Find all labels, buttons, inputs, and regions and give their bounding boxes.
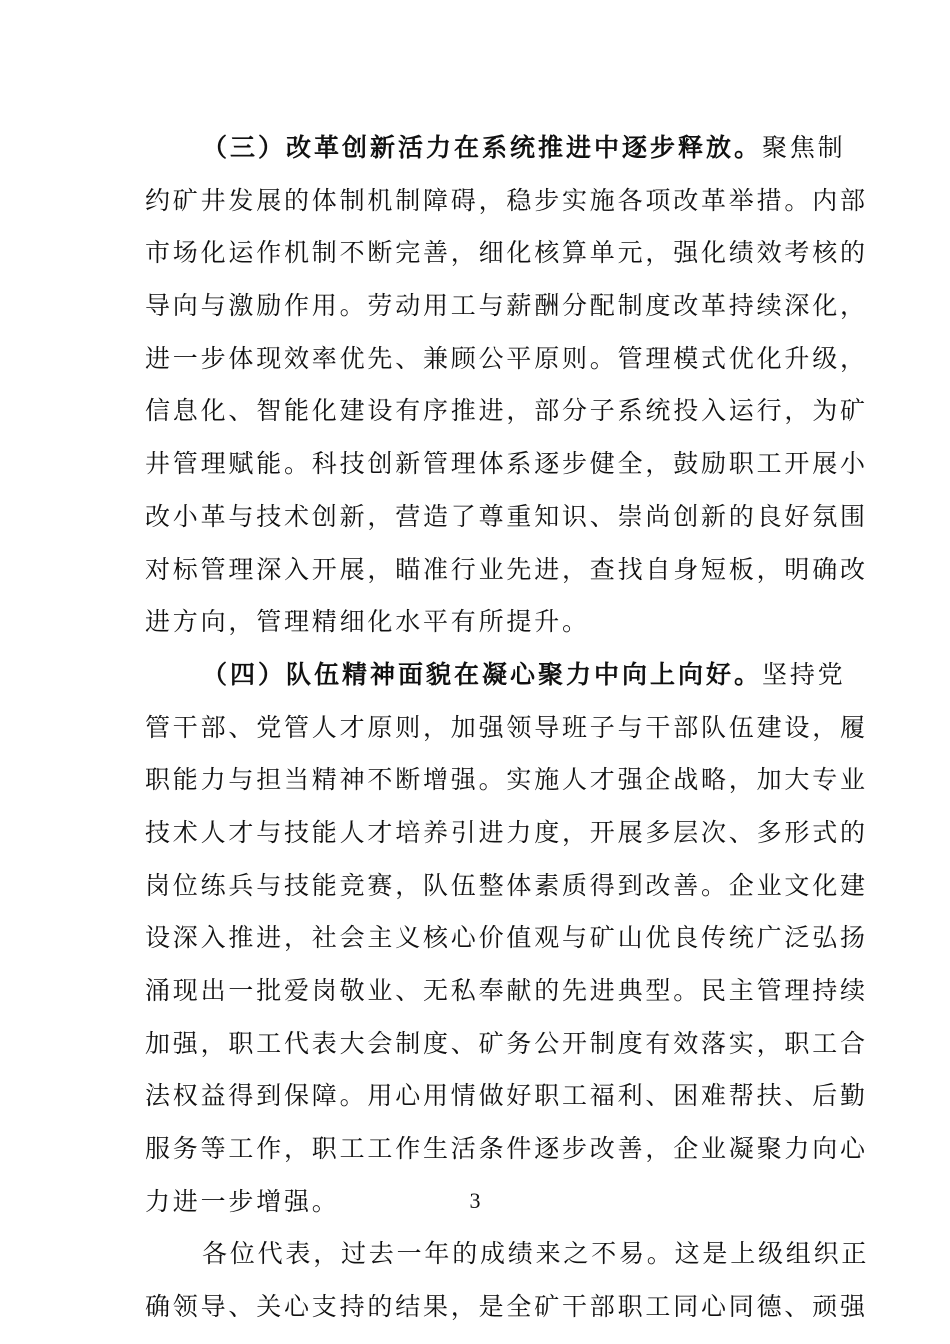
page-number: 3: [469, 1188, 481, 1213]
text-span: 聚焦制: [762, 133, 846, 162]
text-line: 市场化运作机制不断完善，细化核算单元，强化绩效考核的: [145, 238, 868, 268]
text-line: 涌现出一批爱岗敬业、无私奉献的先进典型。民主管理持续: [145, 976, 868, 1005]
text-line: 改小革与技术创新，营造了尊重知识、崇尚创新的良好氛围: [145, 501, 868, 531]
text-line: 对标管理深入开展，瞄准行业先进，查找自身短板，明确改: [145, 554, 868, 584]
text-line: 法权益得到保障。用心用情做好职工福利、困难帮扶、后勤: [145, 1081, 868, 1111]
text-line: 各位代表，过去一年的成绩来之不易。这是上级组织正: [202, 1239, 870, 1269]
text-line: 约矿井发展的体制机制障碍，稳步实施各项改革举措。内部: [145, 185, 868, 215]
document-body: [145, 122, 870, 1334]
text-line: 管干部、党管人才原则，加强领导班子与干部队伍建设，履: [145, 712, 868, 742]
text-line: 力进一步增强。: [145, 1186, 340, 1216]
text-line: 设深入推进，社会主义核心价值观与矿山优良传统广泛弘扬: [145, 923, 868, 953]
text-line: 技术人才与技能人才培养引进力度，开展多层次、多形式的: [145, 817, 868, 847]
text-span: 坚持党: [762, 659, 846, 689]
text-line: 服务等工作，职工工作生活条件逐步改善，企业凝聚力向心: [145, 1134, 868, 1164]
paragraph-4-line-1: [145, 649, 846, 702]
text-line: 信息化、智能化建设有序推进，部分子系统投入运行，为矿: [145, 396, 868, 426]
text-line: 岗位练兵与技能竞赛，队伍整体素质得到改善。企业文化建: [145, 870, 868, 900]
section-heading-3: （三）改革创新活力在系统推进中逐步释放。: [202, 133, 763, 162]
text-line: 加强，职工代表大会制度、矿务公开制度有效落实，职工合: [145, 1028, 868, 1058]
paragraph-3-line-1: [145, 122, 846, 175]
text-line: 井管理赋能。科技创新管理体系逐步健全，鼓励职工开展小: [145, 449, 868, 479]
section-heading-4: （四）队伍精神面貌在凝心聚力中向上向好。: [202, 659, 763, 689]
text-line: 确领导、关心支持的结果，是全矿干部职工同心同德、顽强: [145, 1292, 868, 1322]
text-line: 导向与激励作用。劳动用工与薪酬分配制度改革持续深化，: [145, 291, 868, 321]
text-line: 职能力与担当精神不断增强。实施人才强企战略，加大专业: [145, 765, 868, 795]
text-line: 进方向，管理精细化水平有所提升。: [145, 607, 590, 637]
text-line: 进一步体现效率优先、兼顾公平原则。管理模式优化升级，: [145, 343, 868, 373]
